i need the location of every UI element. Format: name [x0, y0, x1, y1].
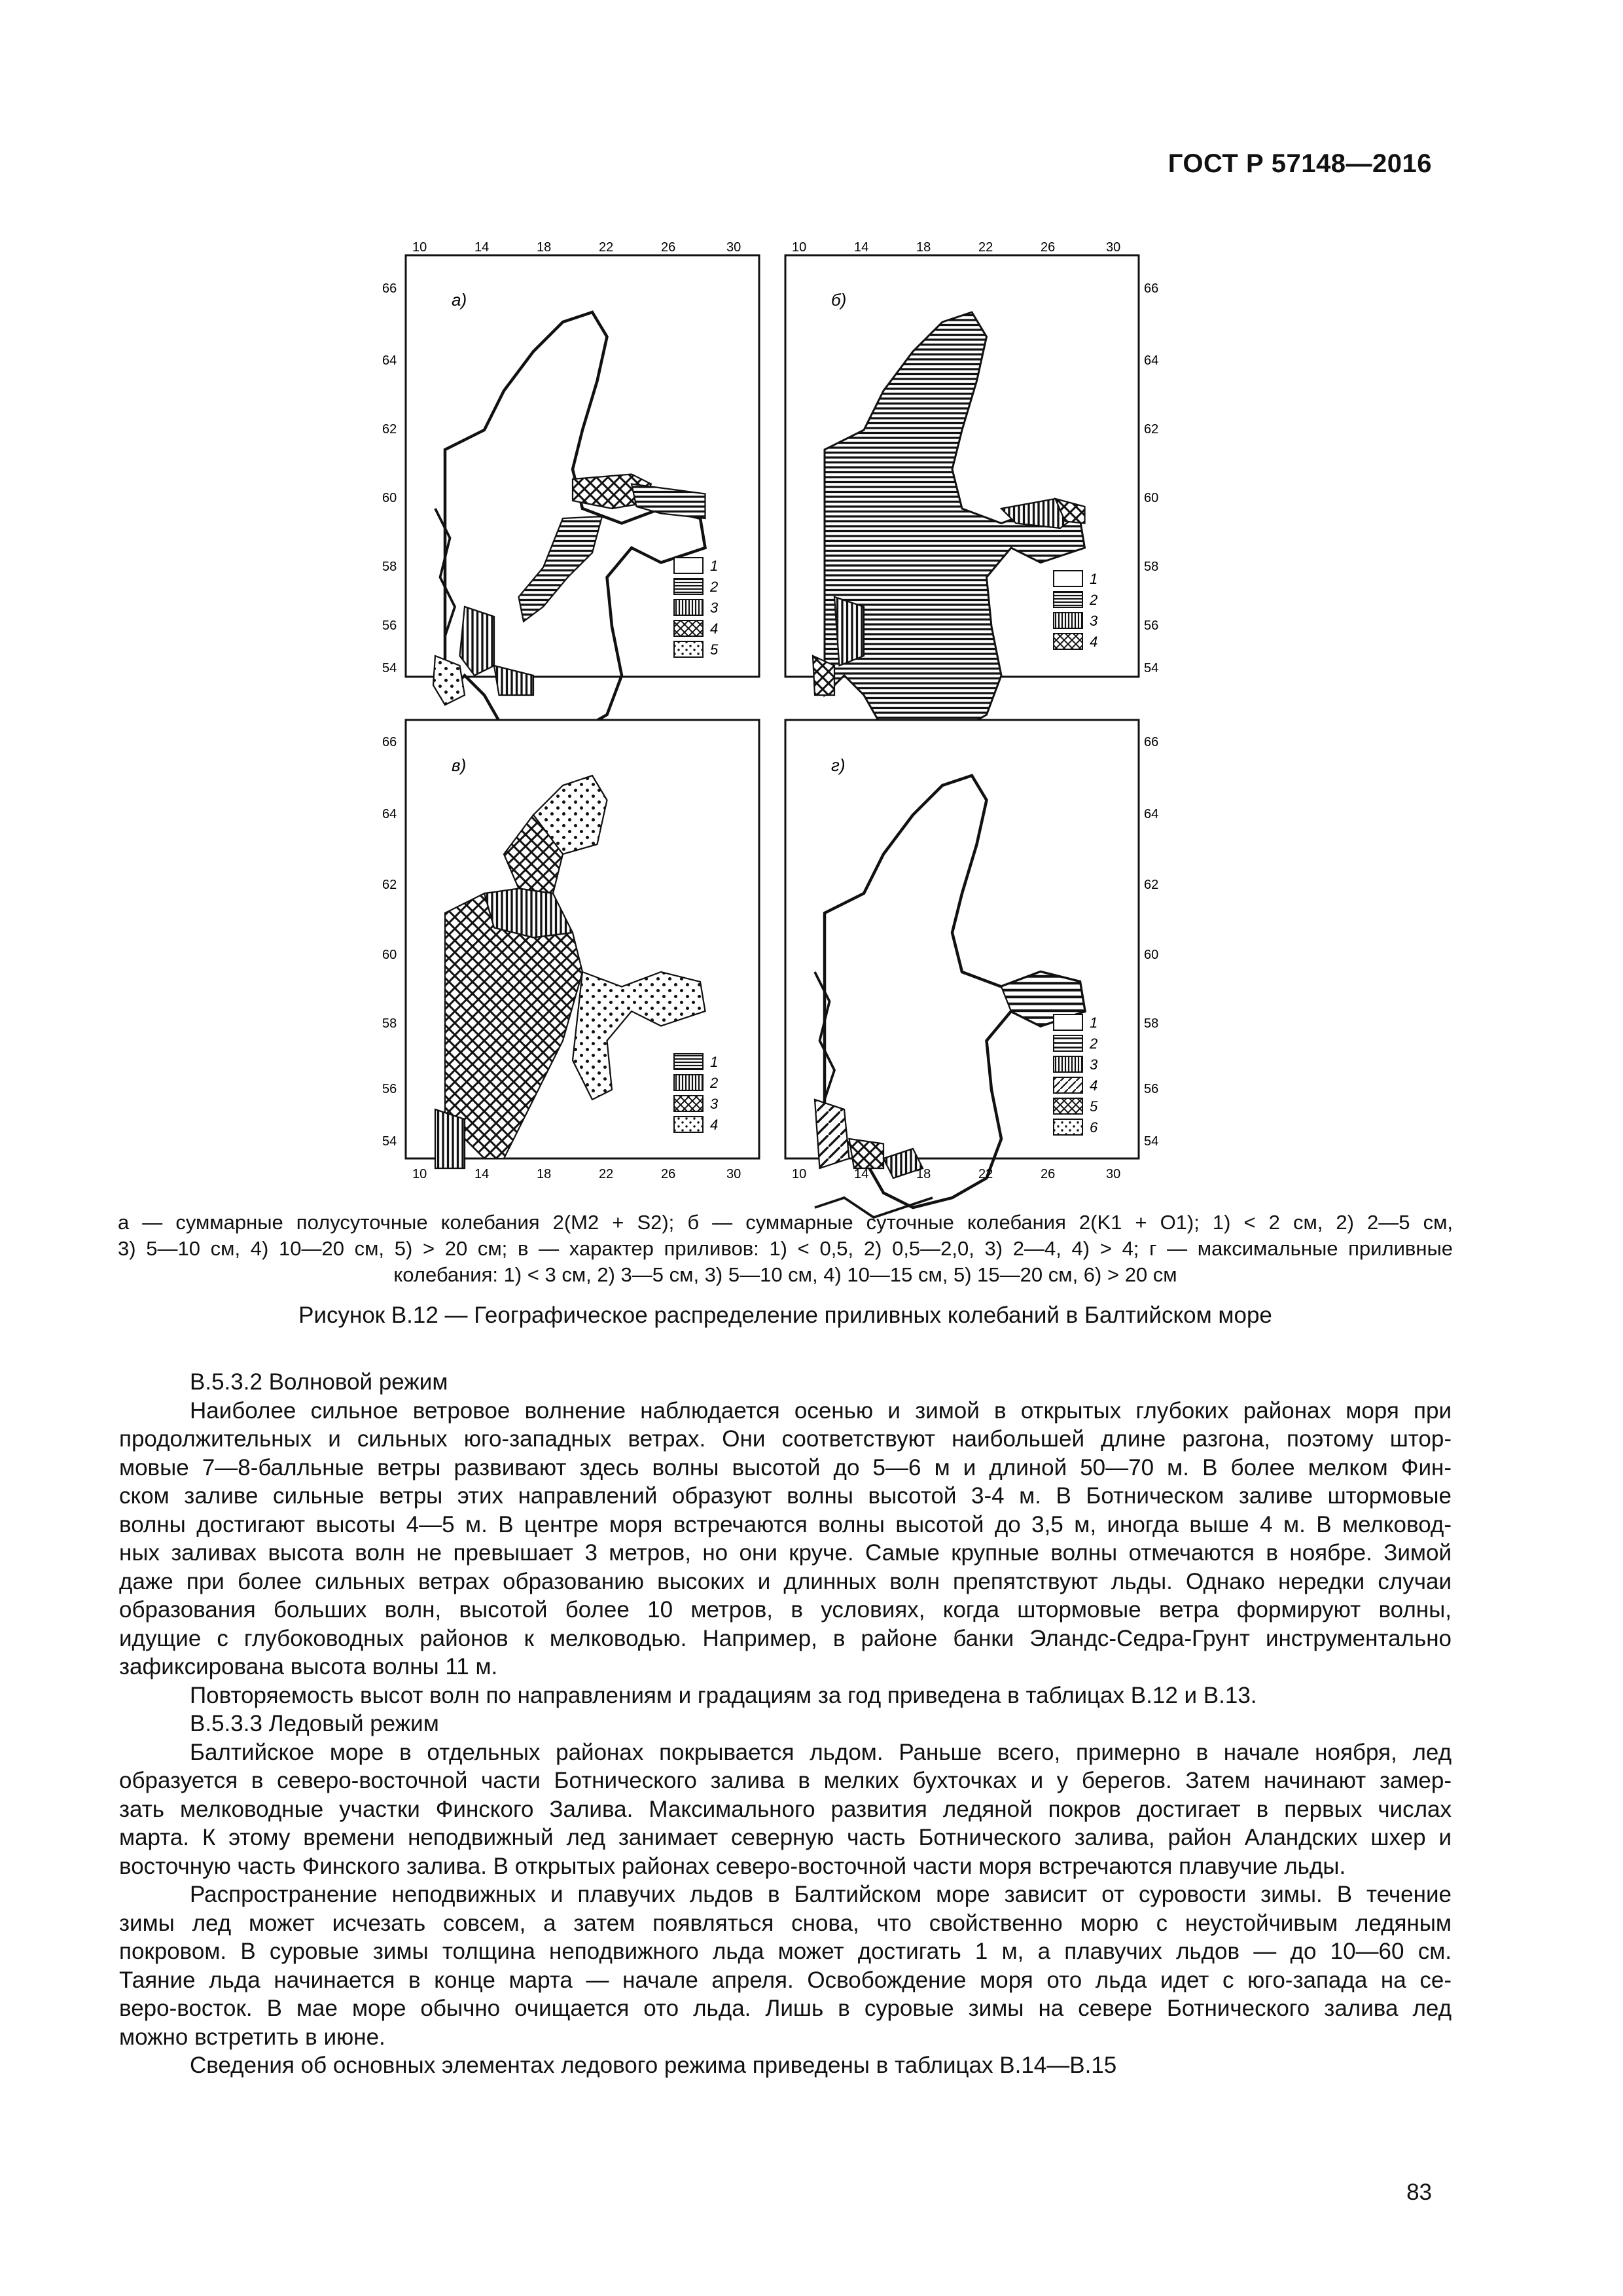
legend-label: 1 — [1090, 1014, 1098, 1031]
lat-tick: 60 — [1144, 491, 1159, 505]
text-line: зимы лед может исчезать совсем, а затем появляться снова, что свойственно морю с неустойчивым ледяным — [119, 1910, 1452, 1936]
lon-tick: 22 — [599, 240, 614, 255]
text-line: образуется в северо-восточной части Ботнического залива в мелких бухточках и у берегов. Затем начинают замер- — [119, 1768, 1452, 1793]
panel-b-label: б) — [831, 290, 847, 310]
text-line: восточную часть Финского залива. В открытых районах северо-восточной части моря встречаются плавучие льды. — [119, 1853, 1346, 1879]
lat-tick: 62 — [1144, 878, 1159, 892]
text-line: можно встретить в июне. — [119, 2024, 385, 2050]
lat-tick: 54 — [1144, 661, 1159, 675]
legend-label: 3 — [1090, 1056, 1098, 1073]
text-line: образования больших волн, высотой более 10 метров, в условиях, когда штормовые ветра формируют волны, — [119, 1597, 1452, 1623]
lat-tick: 60 — [382, 491, 397, 505]
legend-label: 2 — [1090, 1035, 1098, 1052]
legend-label: 1 — [710, 558, 719, 574]
lon-tick: 22 — [599, 1167, 614, 1181]
lon-tick: 30 — [726, 1167, 741, 1181]
lon-tick: 26 — [661, 1167, 676, 1181]
body-text — [119, 1368, 1452, 2080]
lat-tick: 64 — [1144, 353, 1159, 368]
lat-tick: 66 — [382, 735, 397, 749]
legend-label: 3 — [710, 600, 719, 616]
lat-tick: 56 — [1144, 1082, 1159, 1096]
legend-label: 4 — [1090, 1077, 1098, 1094]
lon-tick: 30 — [1106, 240, 1121, 255]
text-line: Распространение неподвижных и плавучих льдов в Балтийском море зависит от суровости зимы. В течение — [190, 1882, 1452, 1907]
lat-tick: 66 — [382, 281, 397, 296]
lon-tick: 18 — [537, 1167, 552, 1181]
lat-tick: 58 — [1144, 560, 1159, 574]
document-header: ГОСТ Р 57148—2016 — [1168, 149, 1432, 178]
text-line: зать мелководные участки Финского Залива. Максимального развития ледяной покров достигает в первых числах — [119, 1796, 1452, 1822]
panel-a-label: а) — [452, 290, 467, 310]
figure-tidal-maps — [382, 229, 1165, 1198]
lat-tick: 54 — [382, 1134, 397, 1149]
legend-label: 4 — [1090, 634, 1098, 650]
text-line: Балтийское море в отдельных районах покрывается льдом. Раньше всего, примерно в начале ноября, лед — [190, 1739, 1452, 1765]
panel-a — [382, 240, 759, 754]
legend-label: 2 — [710, 1075, 719, 1091]
lon-tick: 10 — [412, 1167, 427, 1181]
legend-label: 1 — [1090, 571, 1098, 587]
text-line: Таяние льда начинается в конце марта — начале апреля. Освобождение моря ото льда идет с юго-запада на се- — [119, 1967, 1452, 1993]
section-heading-ice: В.5.3.3 Ледовый режим — [190, 1711, 439, 1736]
paragraph-ice-1 — [119, 1738, 1452, 1881]
panel-b-lon-ticks — [792, 240, 1120, 255]
lon-tick: 30 — [726, 240, 741, 255]
lon-tick: 26 — [1041, 1167, 1056, 1181]
lat-tick: 62 — [1144, 422, 1159, 437]
panel-a-legend — [674, 558, 719, 658]
lat-tick: 66 — [1144, 281, 1159, 296]
text-line: волны достигают высоты 4—5 м. В центре моря встречаются волны высотой до 3,5 м, иногда выше 4 м. В мелковод- — [119, 1511, 1452, 1537]
text-line: идущие с глубоководных районов к мелководью. Например, в районе банки Эландс-Седра-Грунт инструментально — [119, 1625, 1452, 1651]
lat-tick: 62 — [382, 878, 397, 892]
text-line: продолжительных и сильных юго-западных ветрах. Они соответствуют наибольшей длине разгона, поэтому штор- — [119, 1426, 1452, 1452]
caption-line: колебания: 1) < 3 см, 2) 3—5 см, 3) 5—10 см, 4) 10—15 см, 5) 15—20 см, 6) > 20 см — [393, 1263, 1177, 1286]
lon-tick: 18 — [916, 1167, 931, 1181]
lat-tick: 58 — [382, 1016, 397, 1031]
lat-tick: 56 — [1144, 619, 1159, 633]
lon-tick: 14 — [854, 1167, 869, 1181]
lat-tick: 58 — [382, 560, 397, 574]
panel-a-frame — [406, 255, 759, 677]
lat-tick: 54 — [382, 661, 397, 675]
lat-tick: 56 — [382, 1082, 397, 1096]
panel-g-lat-ticks — [1144, 735, 1158, 1149]
paragraph-ice-2 — [119, 1880, 1452, 2051]
text-line: ском заливе сильные ветры этих направлений образуют волны высотой 3-4 м. В Ботническом заливе штормовые — [119, 1483, 1452, 1509]
legend-label: 6 — [1090, 1119, 1098, 1136]
text-line: Наиболее сильное ветровое волнение наблюдается осенью и зимой в открытых глубоких районах моря при — [190, 1397, 1452, 1424]
lon-tick: 30 — [1106, 1167, 1121, 1181]
panel-v-lat-ticks — [382, 735, 397, 1149]
panel-g-lon-ticks — [792, 1167, 1120, 1181]
lat-tick: 54 — [1144, 1134, 1159, 1149]
page-number: 83 — [1406, 2179, 1432, 2205]
legend-label: 3 — [1090, 613, 1098, 629]
panel-a-lat-ticks — [382, 281, 397, 675]
lon-tick: 26 — [661, 240, 676, 255]
panel-b-lat-ticks — [1144, 281, 1158, 675]
caption-line: 3) 5—10 см, 4) 10—20 см, 5) > 20 см; в — характер приливов: 1) < 0,5, 2) 0,5—2,0, 3) 2—4, 4) > 4; г — максимальные приливные — [118, 1237, 1453, 1260]
section-heading-wave: В.5.3.2 Волновой режим — [190, 1369, 448, 1395]
legend-label: 5 — [710, 641, 719, 658]
lat-tick: 64 — [382, 353, 397, 368]
paragraph-wave-1 — [119, 1397, 1452, 1681]
legend-label: 2 — [710, 579, 719, 595]
legend-label: 1 — [710, 1054, 719, 1070]
panel-b — [785, 240, 1158, 744]
lon-tick: 22 — [978, 240, 993, 255]
panel-a-lon-ticks — [412, 240, 741, 255]
panel-g — [785, 720, 1158, 1217]
lon-tick: 14 — [474, 1167, 490, 1181]
legend-label: 4 — [710, 620, 719, 637]
text-line: покровом. В суровые зимы толщина неподвижного льда может достигать 1 м, а плавучих льдов — до 10—60 см. — [119, 1939, 1452, 1964]
lon-tick: 10 — [412, 240, 427, 255]
lat-tick: 60 — [382, 948, 397, 962]
lon-tick: 18 — [537, 240, 552, 255]
panel-g-label: г) — [831, 755, 846, 775]
figure-title: Рисунок В.12 — Географическое распределение приливных колебаний в Балтийском море — [298, 1302, 1272, 1328]
lat-tick: 64 — [1144, 807, 1159, 821]
legend-label: 2 — [1090, 592, 1098, 608]
legend-label: 4 — [710, 1117, 719, 1133]
paragraph-ice-3: Сведения об основных элементах ледового режима приведены в таблицах В.14—В.15 — [190, 2053, 1117, 2078]
lon-tick: 14 — [474, 240, 490, 255]
lon-tick: 18 — [916, 240, 931, 255]
text-line: веро-восток. В мае море обычно очищается ото льда. Лишь в суровые зимы на севере Ботнического залива лед — [119, 1996, 1452, 2021]
panel-v-label: в) — [452, 755, 467, 775]
paragraph-wave-2: Повторяемость высот волн по направлениям и градациям за год приведена в таблицах В.12 и В.13. — [190, 1682, 1257, 1708]
lon-tick: 10 — [792, 1167, 807, 1181]
lon-tick: 26 — [1041, 240, 1056, 255]
legend-label: 5 — [1090, 1098, 1098, 1115]
text-line: марта. К этому времени неподвижный лед занимает северную часть Ботнического залива, район Аландских шхер и — [119, 1825, 1452, 1850]
panel-g-frame — [785, 720, 1139, 1158]
lat-tick: 58 — [1144, 1016, 1159, 1031]
panel-v — [382, 720, 759, 1181]
lat-tick: 66 — [1144, 735, 1159, 749]
lat-tick: 60 — [1144, 948, 1159, 962]
figure-caption — [118, 1210, 1453, 1288]
lat-tick: 64 — [382, 807, 397, 821]
text-line: ных заливах высота волн не превышает 3 метров, но они круче. Самые крупные волны отмечаются в ноябре. Зимой — [119, 1540, 1452, 1566]
text-line: даже при более сильных ветрах образованию высоких и длинных волн препятствуют льды. Однако нередки случаи — [119, 1568, 1452, 1594]
text-line: мовые 7—8-балльные ветры развивают здесь волны высотой до 5—6 м и длиной 50—70 м. В более мелком Фин- — [119, 1454, 1452, 1480]
figure-svg — [382, 229, 1165, 1198]
panel-v-lon-ticks — [412, 1167, 741, 1181]
lon-tick: 22 — [978, 1167, 993, 1181]
lat-tick: 62 — [382, 422, 397, 437]
lat-tick: 56 — [382, 619, 397, 633]
text-line: зафиксирована высота волны 11 м. — [119, 1654, 498, 1679]
lon-tick: 14 — [854, 240, 869, 255]
lon-tick: 10 — [792, 240, 807, 255]
caption-line: а — суммарные полусуточные колебания 2(M2 + S2); б — суммарные суточные колебания 2(K1 + O1); 1) < 2 см, 2) 2—5 см, — [118, 1211, 1453, 1234]
legend-label: 3 — [710, 1096, 719, 1112]
